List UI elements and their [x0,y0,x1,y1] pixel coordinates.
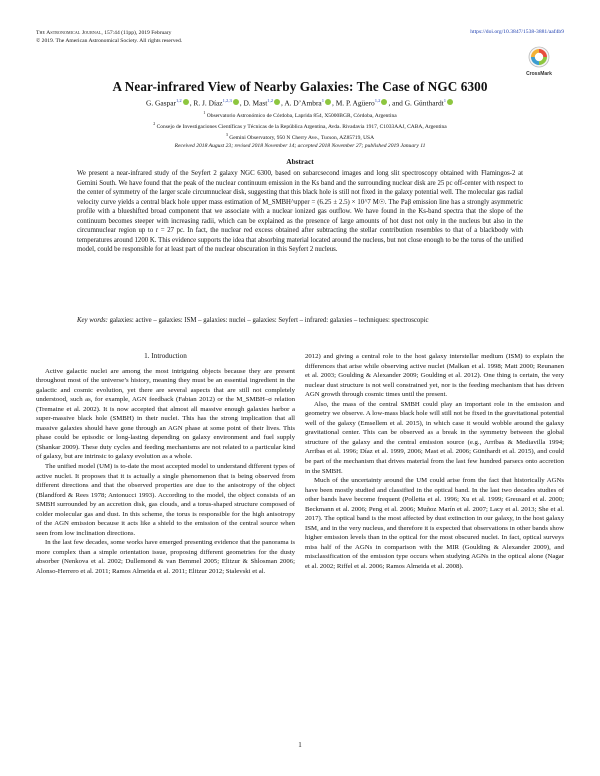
affiliation-number: 3 [225,132,228,138]
author-affiliation[interactable]: 1,2 [175,98,182,103]
intro-paragraph-4: Also, the mass of the central SMBH could play an important role in the emission and geometry we observe. A low-mass black hole will still not be fixed in the gravitational potential well of the galaxy (Emsellem et al. 2015), in which case it would wobble around the galaxy gravitational center. This can be observed as a break in the symmetry between the global structure of the galaxy and the central emission source (e.g., Arribas & Mediavilla 1994; Arribas et al. 1996; Díaz et al. 1999, 2006; Mast et al. 2006; Günthardt et al. 2015), and could be part of the mechanism that drives material from the last few hundred parsecs onto accretion in the SMBH. [305,400,564,475]
orcid-icon[interactable] [381,99,387,105]
orcid-icon[interactable] [325,99,331,105]
affiliation-text: Observatorio Astronómico de Córdoba, Laprida 854, X5000BGR, Córdoba, Argentina [205,112,397,119]
author-name: A. D’Ambra [284,98,322,108]
author-name: G. Gaspar [146,98,176,108]
affiliation-line [0,131,600,142]
running-header [36,29,366,45]
orcid-icon[interactable] [233,99,239,105]
right-column [305,352,564,572]
affiliation-text: Gemini Observatory, 950 N Cherry Ave., Tucson, AZ85719, USA [227,135,375,142]
author-affiliation[interactable]: 1,2 [267,98,274,103]
affiliations [0,109,600,142]
crossmark-icon [528,46,550,68]
abstract-heading: Abstract [286,157,314,166]
keywords [77,316,523,326]
publication-dates: Received 2018 August 23; revised 2018 November 14; accepted 2018 November 27; published 2019 January 11 [174,143,426,149]
keywords-text: galaxies: active – galaxies: ISM – galaxies: nuclei – galaxies: Seyfert – infrared: galaxies – techniques: spectroscopic [109,317,429,324]
orcid-icon[interactable] [183,99,189,105]
orcid-icon[interactable] [447,99,453,105]
author-list: G. Gaspar$^{1,2}$ , R. J. Díaz$^{1,2,3}$ , D. Mast$^{1,2}$ , A. D’Ambra$^1$ , M. P. Agüero$^{1,2}$ , and G. Günthardt$^1$ [0,98,600,107]
author-affiliation[interactable]: 1 [321,98,324,103]
orcid-icon[interactable] [274,99,280,105]
intro-paragraph-1: Active galactic nuclei are among the most intriguing objects because they are present throughout most of the universe’s history, meaning they must be an essential ingredient in the galactic and cosmic evolution, yet there are several aspects that are still not completely understood, such as, for example, AGN feedback (Fabian 2012) or the M_SMBH–σ relation (Tremaine et al. 2002). It is now accepted that almost all massive enough galaxies harbor a super-massive black hole (SMBH) in their nuclei. This has the strong implication that all massive galaxies should have gone through an AGN phase at some point of their lives. This phase could be episodic or long-lasting depending on galaxy environment and fuel supply (Shankar 2009). These duty cycles and feeding mechanisms are not related to a particular kind of galaxy, but are intrinsic to galaxy evolution as a whole. [36,367,295,461]
author-name: G. Günthardt [404,98,444,108]
page-number: 1 [298,741,302,749]
paper-title: A Near-infrared View of Nearby Galaxies: The Case of NGC 6300 [112,79,488,94]
intro-paragraph-3-cont: 2012) and giving a central role to the host galaxy interstellar medium (ISM) to explain the differences that arise while observing active nuclei (Malkan et al. 1998; Matt 2000; Reunanen et al. 2003; Goulding & Alexander 2009; Goulding et al. 2012). One thing is certain, the very nuclear dust structure is not well constrained yet, nor is the feeding mechanism that has driven AGN growth through cosmic times until the present. [305,353,564,399]
keywords-label: Key words: [77,317,108,324]
left-column [36,352,295,577]
journal-name: The Astronomical Journal [36,30,102,36]
affiliation-line [0,120,600,131]
affiliation-text: Consejo de Investigaciones Científicas y Técnicas de la República Argentina, Avda. Rivadavia 1917, C1033AAJ, CABA, Argentina [155,123,447,130]
intro-paragraph-2: The unified model (UM) is to-date the most accepted model to understand different types of active nuclei. It proposes that it is actually a single phenomenon that is being observed from different directions and that the observed properties are due to the anisotropy of the object (Blandford & Rees 1978; Antonucci 1993). According to the model, the object consists of an SMBH surrounded by an accretion disk, gas clouds, and a torus-shaped structure composed of colder molecular gas and dust. In this scheme, the torus is responsible for the high anisotropy of the AGN emission because it acts like a shield to the emission of the central source when seen from low inclination directions. [36,463,295,537]
author-name: R. J. Díaz [193,98,223,108]
author-name: D. Mast [243,98,268,108]
affiliation-number: 1 [203,110,206,115]
author-name: M. P. Agüero [335,98,375,108]
abstract-text: We present a near-infrared study of the Seyfert 2 galaxy NGC 6300, based on subarcsecond images and long slit spectroscopy obtained with Flamingos-2 at Gemini South. We have found that the peak of the nuclear continuum emission in the Ks band and the surrounding nuclear disk are 25 pc off-center with respect to the center of symmetry of the larger scale circumnuclear disk, suggesting that this black hole is still not fixed in the galaxy potential well. The molecular gas radial velocity curve yields a central black hole upper mass estimation of M_SMBH^upper = (6.25 ± 2.5) × 10^7 M☉. The Paβ emission line has a strongly asymmetric profile with a blueshifted broad component that we associate with a nuclear ionized gas outflow. We have found in the Ks-band spectra that the slope of the continuum becomes steeper with increasing radii, which can be explained as the presence of large amounts of hot dust not only in the nucleus but also in the circumnuclear region up to r = 27 pc. In fact, the nuclear red excess obtained after subtracting the stellar contribution resembles to that of a blackbody with temperatures around 1200 K. This evidence supports the idea that absorbing material located around the nucleus, but not close enough to be the torus of the unified model, could be responsible for at least part of the nuclear obscuration in this Seyfert 2 nucleus. [77,170,523,253]
author-affiliation[interactable]: 1,2 [374,98,381,103]
author-affiliation[interactable]: 1,2,3 [222,98,232,103]
copyright-line: © 2019. The American Astronomical Society. All rights reserved. [36,38,183,44]
intro-paragraph-3: In the last few decades, some works have emerged presenting evidence that the panorama is more complex than a simple orientation issue, proposing different geometries for the dusty absorber (Nenkova et al. 2002; Dullemond & van Bemmel 2005; Elitzur & Shlosman 2006; Alonso-Herrero et al. 2011; Ramos Almeida et al. 2011; Elitzur 2012; Stalevski et al. [36,539,295,576]
crossmark-badge[interactable] [516,46,562,77]
affiliation-line [0,109,600,120]
crossmark-label: CrossMark [526,71,552,77]
author-affiliation[interactable]: 1 [443,98,446,103]
section-heading: 1. Introduction [144,352,187,360]
intro-paragraph-5: Much of the uncertainty around the UM could arise from the fact that historically AGNs have been mostly studied and classified in the optical band. In the last two decades studies of other bands have become frequent (Polletta et al. 1996; Xu et al. 1999; Greusard et al. 2000; Beckmann et al. 2006; Peng et al. 2006; Muñoz Marín et al. 2007; Lacy et al. 2013; She et al. 2017). The optical band is the most affected by dust extinction in our galaxy, in the host galaxy ISM, and in the very nucleus, and therefore it is expected that observations in other bands show higher emission levels than in the optical for the most obscured nuclei. In fact, optical surveys miss half of the AGNs in comparison with the MIR (Goulding & Alexander 2009), and misclassification of the emission type occurs when studying AGNs in the optical alone (Nagar et al. 2002; Riffel et al. 2006; Ramos Almeida et al. 2008). [305,477,564,571]
journal-issue: , 157:44 (11pp), 2019 February [101,30,172,36]
affiliation-number: 2 [153,121,156,127]
doi-link[interactable]: https://doi.org/10.3847/1538-3881/aaf4b9 [470,29,564,35]
